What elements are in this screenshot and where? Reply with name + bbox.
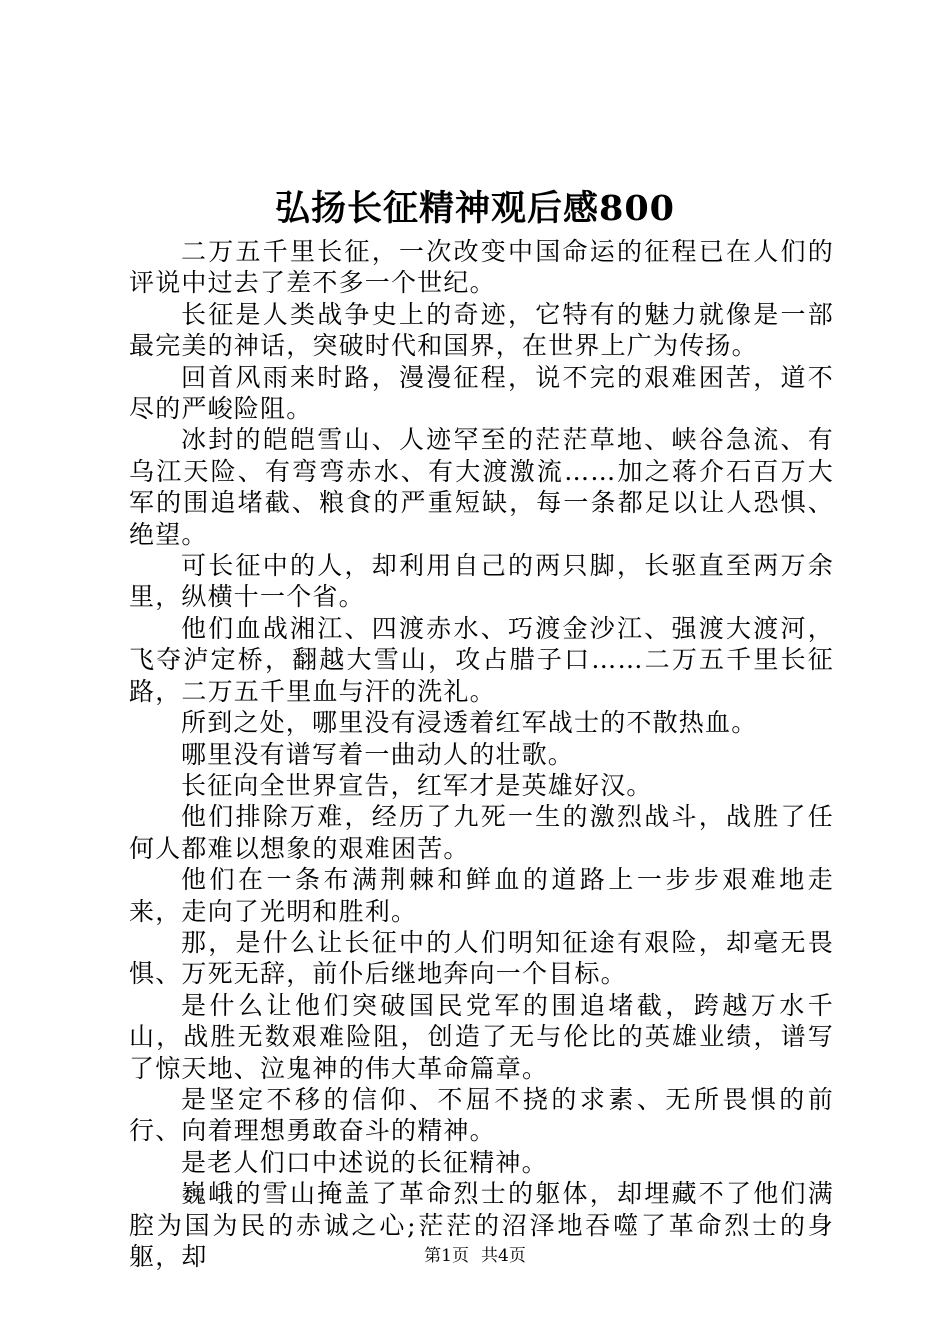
paragraph: 长征向全世界宣告，红军才是英雄好汉。 [181,770,653,800]
paragraph: 冰封的皑皑雪山、人迹罕至的茫茫草地、峡谷急流、有乌江天险、有弯弯赤水、有大渡激流……加之蒋介石百万大军的围追堵截、粮食的严重短缺，每一条都足以让人恐惧、绝望。 [129,425,834,549]
paragraph: 所到之处，哪里没有浸透着红军战士的不散热血。 [181,708,758,738]
paragraph: 是坚定不移的信仰、不屈不挠的求素、无所畏惧的前行、向着理想勇敢奋斗的精神。 [129,1084,834,1146]
paragraph: 他们排除万难，经历了九死一生的激烈战斗，战胜了任何人都难以想象的艰难困苦。 [129,802,834,863]
paragraph: 巍峨的雪山掩盖了革命烈士的躯体，却埋藏不了他们满腔为国为民的赤诚之心;茫茫的沼泽地吞噬了革命烈士的身躯，却 [129,1179,834,1271]
paragraph: 他们在一条布满荆棘和鲜血的道路上一步步艰难地走来，走向了光明和胜利。 [129,865,834,926]
document-title: 弘扬长征精神观后感800 [274,188,676,229]
document-body [129,236,834,1272]
paragraph: 哪里没有谱写着一曲动人的壮歌。 [181,739,575,769]
paragraph: 是什么让他们突破国民党军的围追堵截，跨越万水千山，战胜无数艰难险阻，创造了无与伦比的英雄业绩，谱写了惊天地、泣鬼神的伟大革命篇章。 [129,990,834,1083]
page-number-total: 共4页 [481,1246,526,1266]
paragraph: 可长征中的人，却利用自己的两只脚，长驱直至两万余里，纵横十一个省。 [129,551,834,612]
paragraph: 是老人们口中述说的长征精神。 [181,1147,548,1177]
paragraph: 他们血战湘江、四渡赤水、巧渡金沙江、强渡大渡河，飞夺泸定桥，翻越大雪山，攻占腊子口……二万五千里长征路，二万五千里血与汗的洗礼。 [129,613,834,706]
paragraph: 长征是人类战争史上的奇迹，它特有的魅力就像是一部最完美的神话，突破时代和国界，在世界上广为传扬。 [129,299,834,361]
paragraph: 二万五千里长征，一次改变中国命运的征程已在人们的评说中过去了差不多一个世纪。 [129,237,834,298]
paragraph: 回首风雨来时路，漫漫征程，说不完的艰难困苦，道不尽的严峻险阻。 [129,362,834,424]
page-number-current: 第1页 [424,1246,469,1266]
page-footer [0,1244,950,1268]
paragraph: 那，是什么让长征中的人们明知征途有艰险，却毫无畏惧、万死无辞，前仆后继地奔向一个目标。 [129,927,834,989]
